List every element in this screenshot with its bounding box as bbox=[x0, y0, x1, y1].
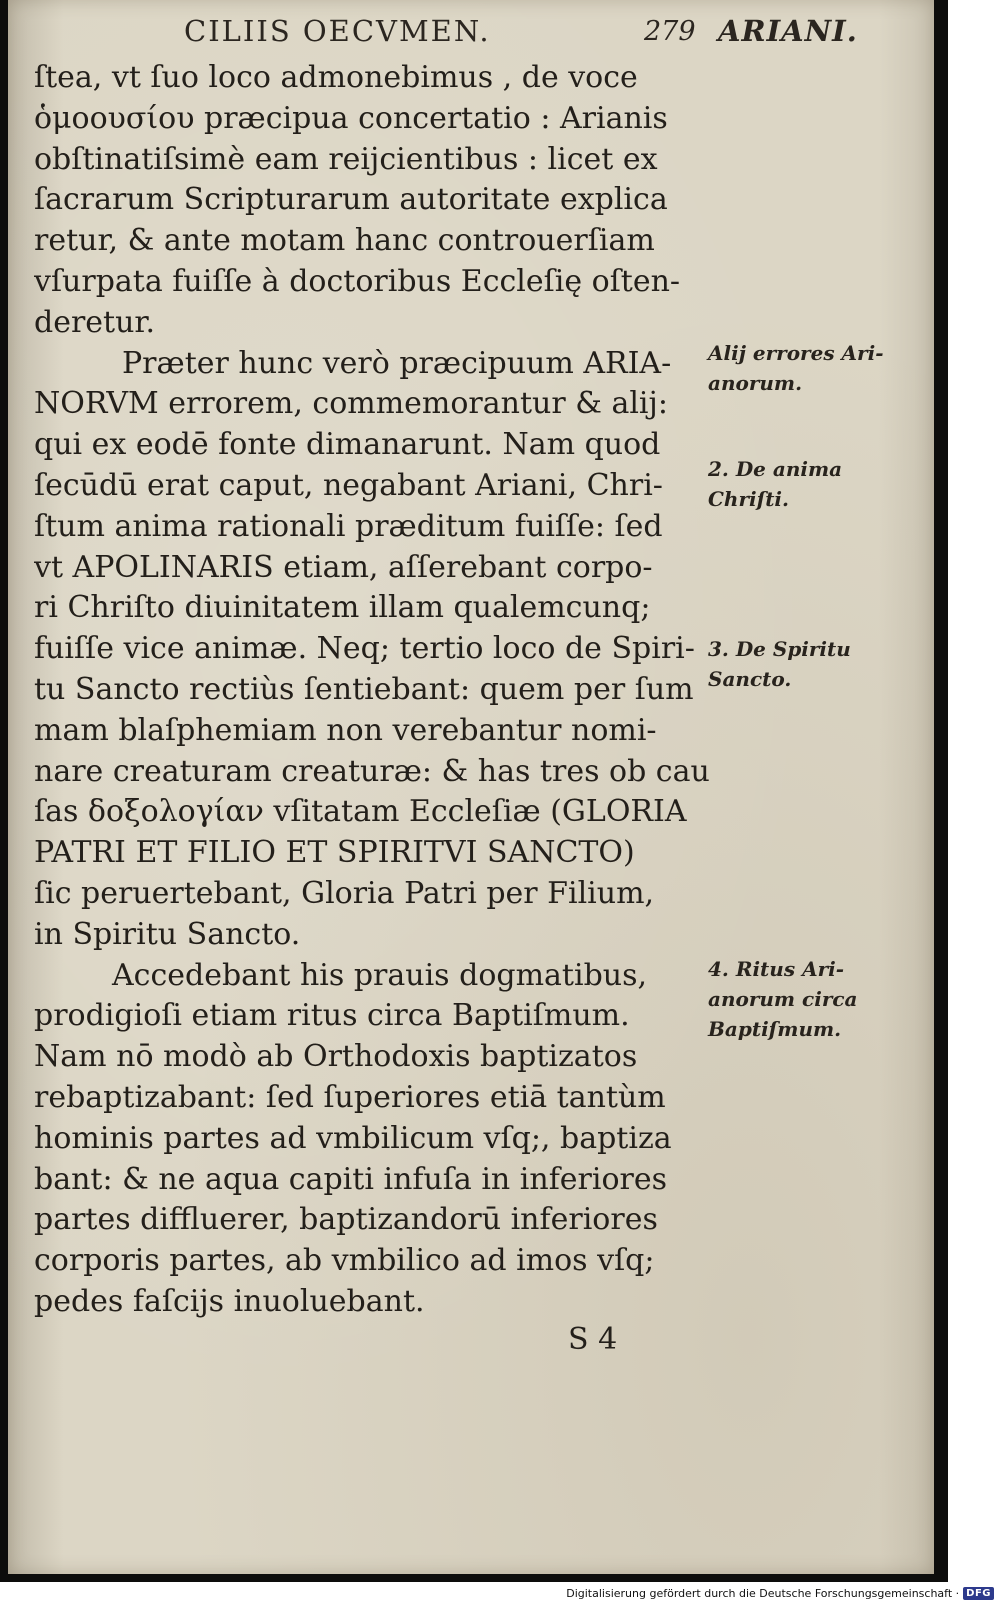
text-line: ὁμοουσίου præcipua concertatio : Arianis bbox=[34, 100, 668, 136]
running-header bbox=[8, 12, 934, 52]
margin-note-line: Baptiſmum. bbox=[708, 1017, 842, 1041]
text-line: vt APOLINARIS etiam, aſſerebant corpo- bbox=[34, 549, 653, 585]
text-line: ſtea, vt ſuo loco admonebimus , de voce bbox=[34, 60, 638, 95]
margin-note-line: anorum circa bbox=[708, 987, 858, 1011]
text-line: deretur. bbox=[34, 304, 156, 340]
text-line: nare creaturam creaturæ: & has tres ob cau bbox=[34, 753, 710, 789]
margin-note-line: Chriſti. bbox=[708, 487, 789, 511]
page-number: 279 bbox=[644, 16, 696, 47]
header-right: ARIANI. bbox=[718, 14, 858, 48]
text-line: prodigioſi etiam ritus circa Baptiſmum. bbox=[34, 998, 630, 1034]
margin-note-line: Sancto. bbox=[708, 667, 792, 691]
text-line: rebaptizabant: ſed ſuperiores etiā tantùm bbox=[34, 1079, 666, 1115]
text-line: ſas δοξολογίαν vſitatam Eccleſiæ (GLORIA bbox=[34, 794, 687, 830]
text-line: mam blaſphemiam non verebantur nomi- bbox=[34, 712, 657, 748]
paragraph-start-line: Accedebant his prauis dogmatibus, bbox=[112, 957, 648, 993]
digitization-footer bbox=[566, 1583, 994, 1603]
text-line: ſic peruertebant, Gloria Patri per Filium, bbox=[34, 875, 655, 911]
text-line: corporis partes, ab vmbilico ad imos vſq; bbox=[34, 1243, 655, 1279]
margin-note-line: 3. De Spiritu bbox=[708, 637, 851, 661]
margin-note-line: 4. Ritus Ari- bbox=[708, 957, 845, 981]
margin-note-anima bbox=[708, 454, 928, 514]
margin-note-ritus bbox=[708, 954, 928, 1044]
text-line: obſtinatiſsimè eam reijcientibus : licet ex bbox=[34, 141, 658, 177]
text-line: pedes faſcijs inuoluebant. bbox=[34, 1283, 425, 1319]
text-line: in Spiritu Sancto. bbox=[34, 916, 301, 952]
text-line: vſurpata fuiſſe à doctoribus Eccleſię oſten- bbox=[34, 263, 681, 299]
signature-mark: S 4 bbox=[568, 1322, 618, 1357]
text-line: partes diffluerer, baptizandorū inferiores bbox=[34, 1202, 658, 1238]
text-line: ſtum anima rationali præditum fuiſſe: ſed bbox=[34, 508, 663, 544]
text-line: fuiſſe vice animæ. Neq; tertio loco de Spiri- bbox=[34, 631, 695, 667]
margin-note-errors bbox=[708, 338, 928, 398]
text-line: ſacrarum Scripturarum autoritate explica bbox=[34, 182, 668, 218]
text-line: bant: & ne aqua capiti infuſa in inferiores bbox=[34, 1161, 668, 1197]
text-line: NORVM errorem, commemorantur & alij: bbox=[34, 386, 668, 422]
text-line: hominis partes ad vmbilicum vſq;, baptiza bbox=[34, 1120, 672, 1156]
body-text bbox=[34, 58, 724, 1323]
header-left: CILIIS OECVMEN. bbox=[184, 14, 491, 48]
footer-credit-text: Digitalisierung gefördert durch die Deutsche Forschungsgemeinschaft · bbox=[566, 1586, 960, 1600]
dfg-logo-icon: DFG bbox=[963, 1587, 994, 1600]
margin-note-line: Alij errores Ari- bbox=[708, 341, 884, 365]
text-line: ſecūdū erat caput, negabant Ariani, Chri- bbox=[34, 467, 663, 503]
text-line: qui ex eodē fonte dimanarunt. Nam quod bbox=[34, 427, 661, 463]
margin-note-line: anorum. bbox=[708, 371, 803, 395]
scan-edge-strip bbox=[934, 0, 948, 1582]
text-line: ri Chriſto diuinitatem illam qualemcunq; bbox=[34, 590, 651, 626]
margin-note-spiritu bbox=[708, 634, 928, 694]
paragraph-start-line: Præter hunc verò præcipuum ARIA- bbox=[122, 345, 672, 381]
margin-note-line: 2. De anima bbox=[708, 457, 843, 481]
text-line: retur, & ante motam hanc controuerſiam bbox=[34, 223, 655, 259]
text-line: Nam nō modò ab Orthodoxis baptizatos bbox=[34, 1039, 638, 1075]
book-page bbox=[8, 0, 934, 1574]
text-line: tu Sancto rectiùs ſentiebant: quem per ſum bbox=[34, 671, 694, 707]
text-line: PATRI ET FILIO ET SPIRITVI SANCTO) bbox=[34, 835, 635, 871]
